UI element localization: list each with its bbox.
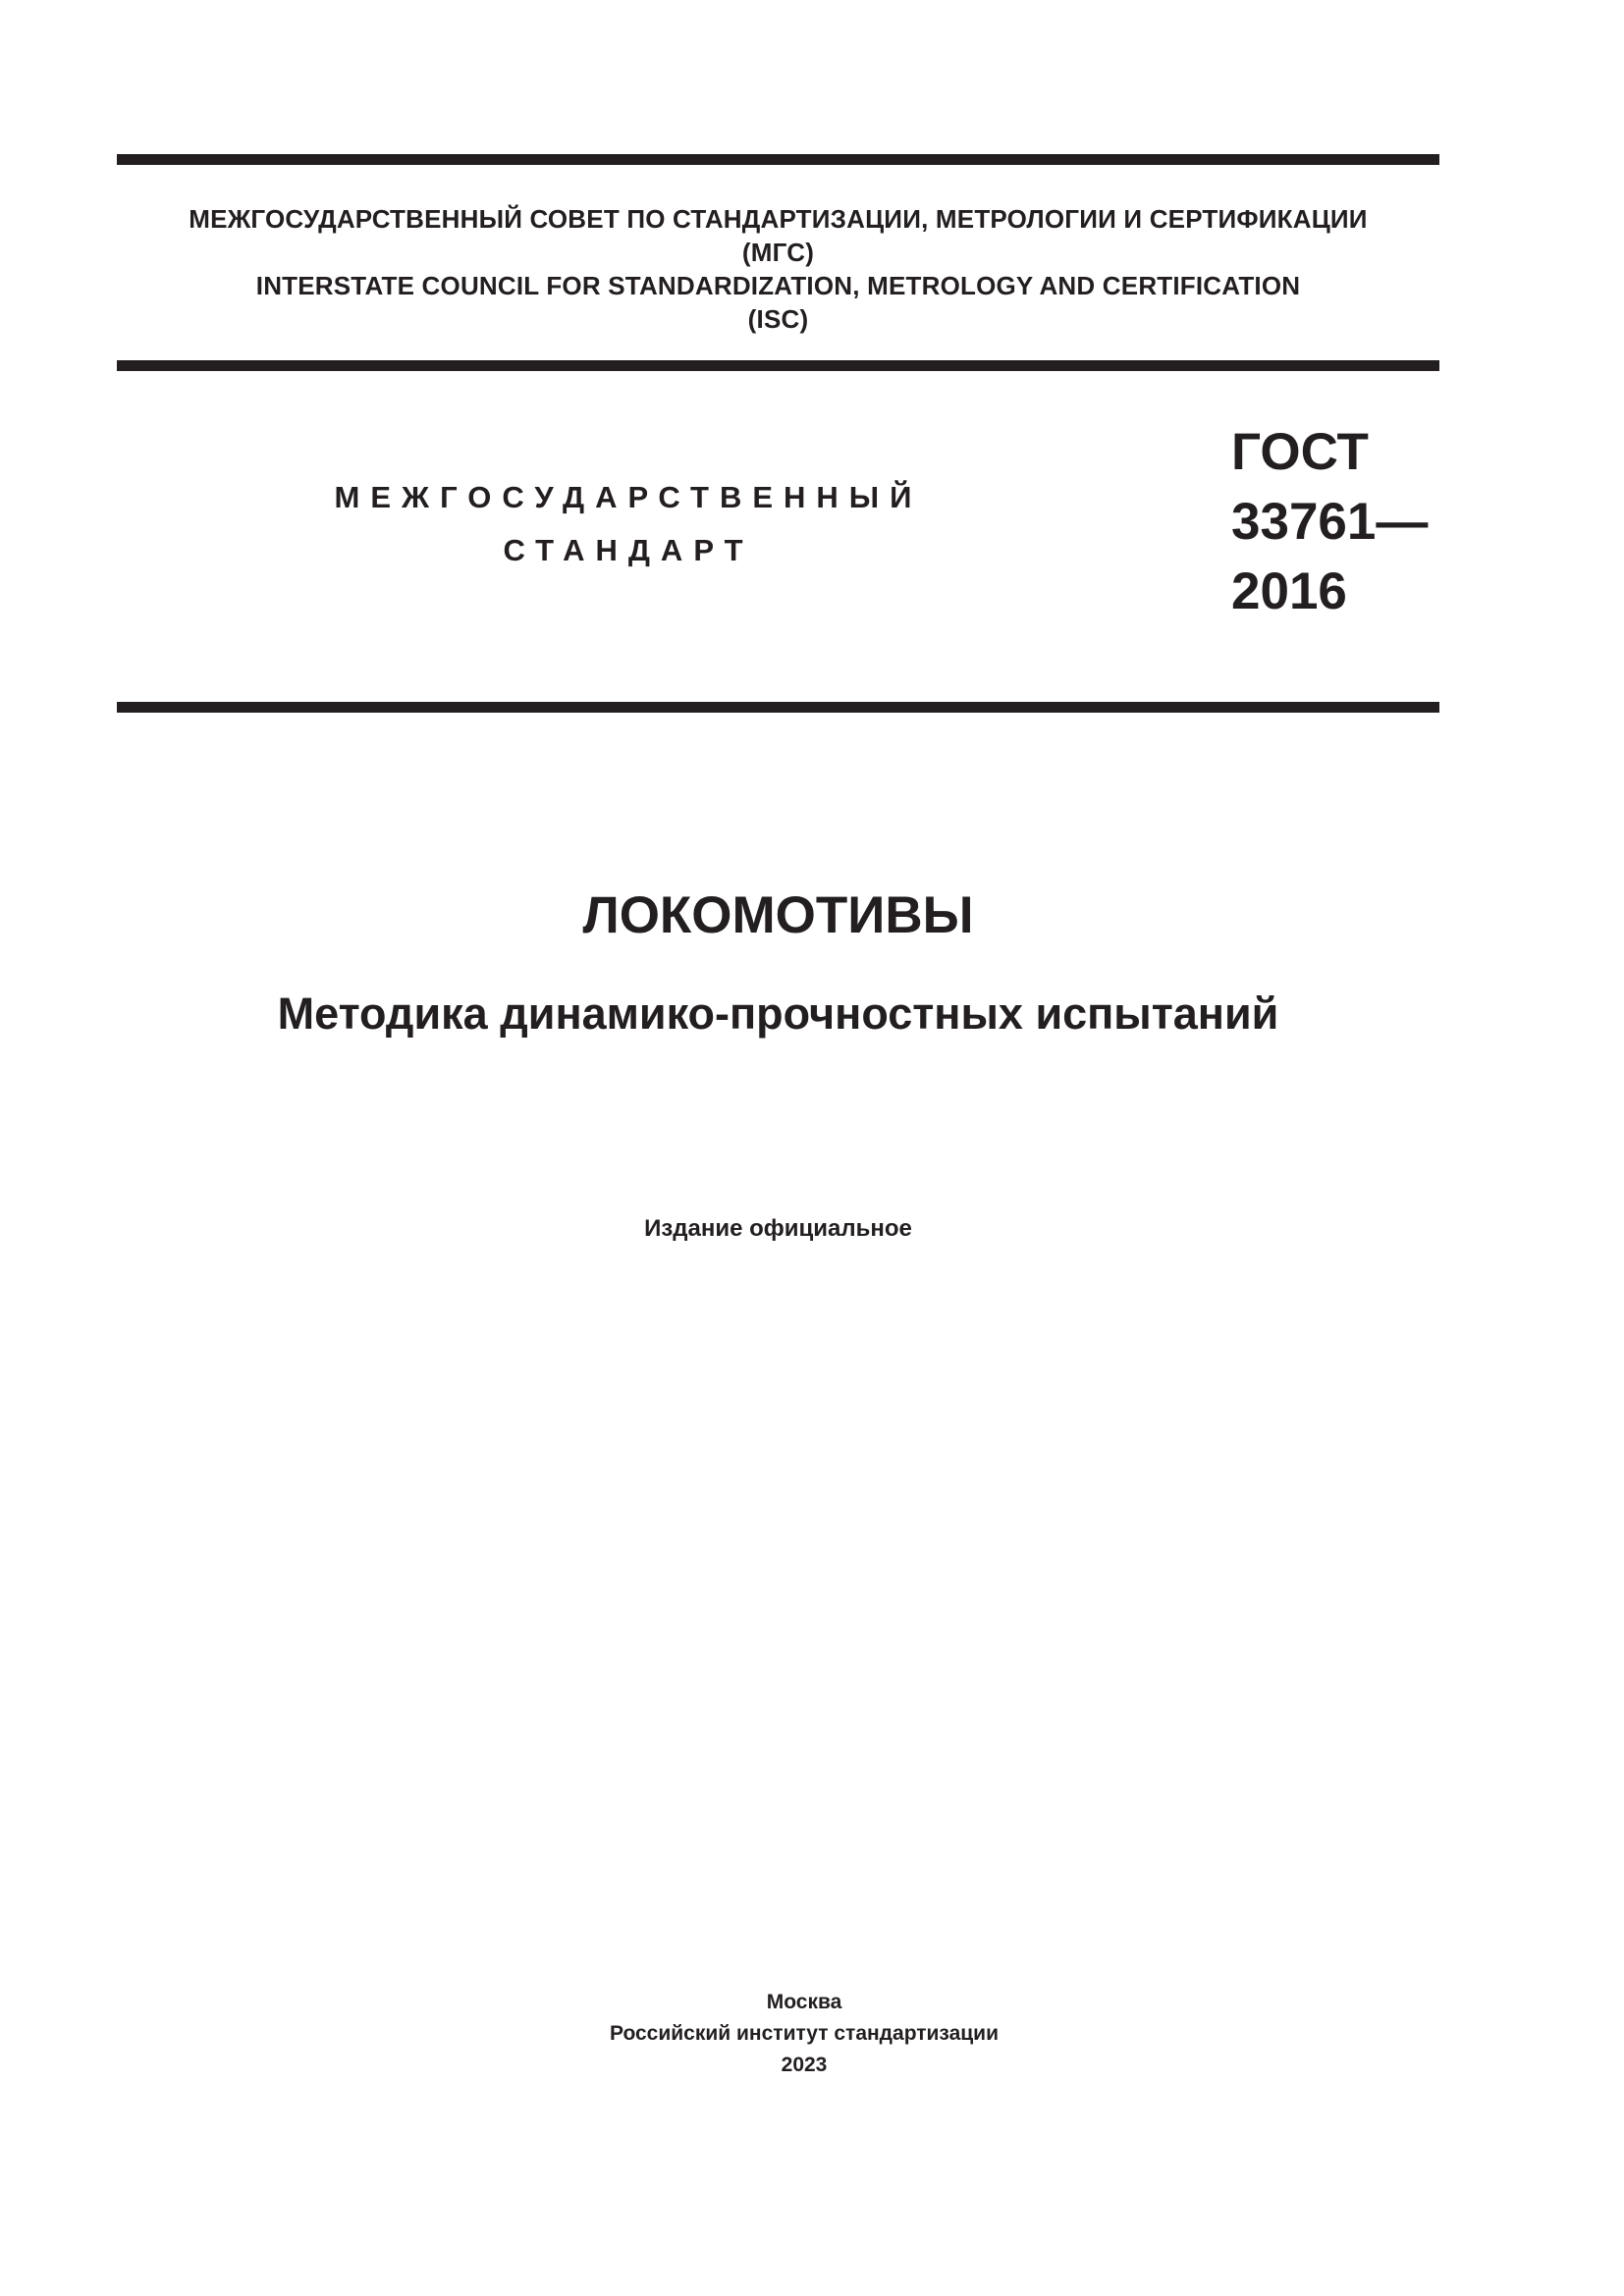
standard-number: [1231, 417, 1447, 626]
council-abbr-ru: (МГС): [741, 238, 815, 267]
council-bottom-rule: [117, 360, 1439, 371]
standard-kind-line-2: СТАНДАРТ: [503, 533, 754, 567]
council-name-en: INTERSTATE COUNCIL FOR STANDARDIZATION, METROLOGY AND CERTIFICATION: [255, 271, 1301, 300]
standard-number-line-2: 33761—: [1231, 493, 1429, 551]
document-subtitle: Методика динамико-прочностных испытаний: [277, 988, 1279, 1039]
standard-bottom-rule: [117, 702, 1439, 713]
imprint-city: Москва: [766, 1991, 842, 2013]
document-title: ЛОКОМОТИВЫ: [582, 886, 974, 944]
council-name-ru: МЕЖГОСУДАРСТВЕННЫЙ СОВЕТ ПО СТАНДАРТИЗАЦИИ, МЕТРОЛОГИИ И СЕРТИФИКАЦИИ: [189, 204, 1368, 234]
edition-note: Издание официальное: [644, 1215, 912, 1242]
top-rule: [117, 154, 1439, 165]
standard-number-line-3: 2016: [1231, 562, 1347, 620]
standard-number-line-1: ГОСТ: [1231, 423, 1369, 481]
standard-kind-line-1: МЕЖГОСУДАРСТВЕННЫЙ: [334, 480, 923, 514]
imprint-publisher: Российский институт стандартизации: [609, 2022, 1000, 2045]
imprint-year: 2023: [781, 2054, 828, 2076]
imprint: [117, 1987, 1491, 2081]
standard-kind: [285, 471, 972, 577]
council-header: [117, 202, 1439, 336]
council-abbr-en: (ISC): [747, 304, 809, 334]
